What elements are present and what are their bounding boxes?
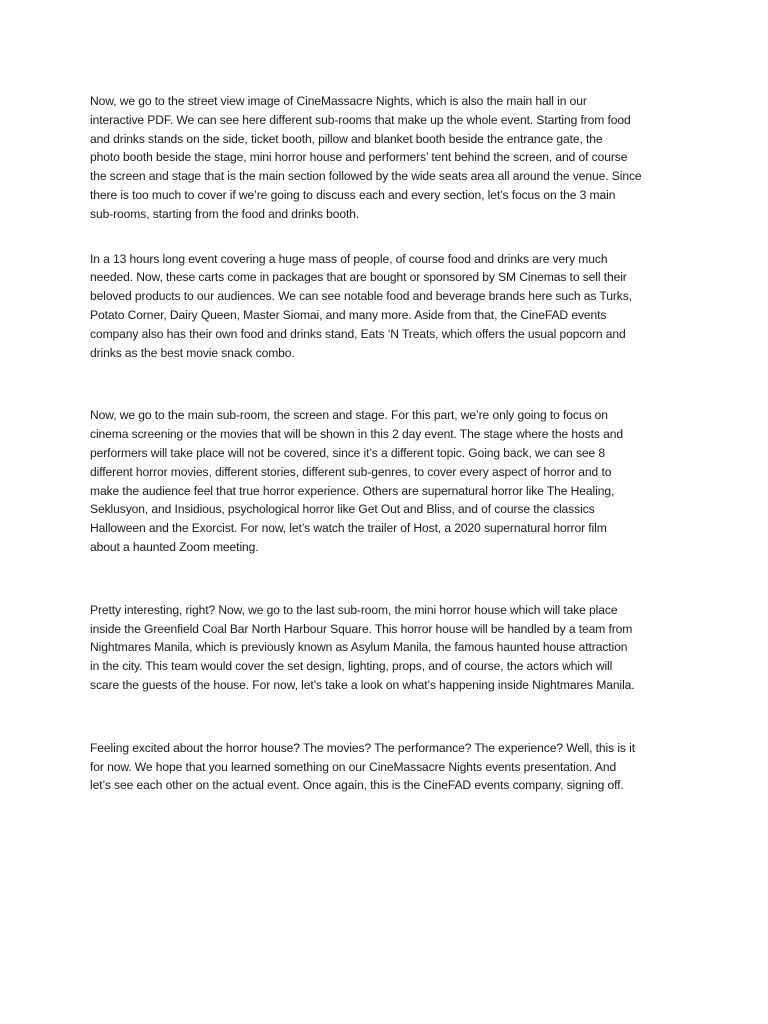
paragraph-screen-and-stage: Now, we go to the main sub-room, the screen and stage. For this part, we’re only going to focus on cinema screening or the movies that will be shown in this 2 day event. The stage where the hosts and performers will take place will not be covered, since it’s a different topic. Going back, we can see 8 different horror movies, different stories, different sub-genres, to cover every aspect of horror and to make the audience feel that true horror experience. Others are supernatural horror like The Healing, Seklusyon, and Insidious, psychological horror like Get Out and Bliss, and of course the classics Halloween and the Exorcist. For now, let’s watch the trailer of Host, a 2020 supernatural horror film about a haunted Zoom meeting. — [90, 408, 623, 554]
document-body — [90, 92, 690, 795]
paragraph-food-and-drinks: In a 13 hours long event covering a huge mass of people, of course food and drinks are very much needed. Now, these carts come in packages that are bought or sponsored by SM Cinemas to sell their beloved products to our audiences. We can see notable food and beverage brands here such as Turks, Potato Corner, Dairy Queen, Master Siomai, and many more. Aside from that, the CineFAD events company also has their own food and drinks stand, Eats ‘N Treats, which offers the usual popcorn and drinks as the best movie snack combo. — [90, 251, 632, 360]
paragraph-horror-house: Pretty interesting, right? Now, we go to the last sub-room, the mini horror house which will take place inside the Greenfield Coal Bar North Harbour Square. This horror house will be handled by a team from Nightmares Manila, which is previously known as Asylum Manila, the famous haunted house attraction in the city. This team would cover the set design, lighting, props, and of course, the actors which will scare the guests of the house. For now, let’s take a look on what’s happening inside Nightmares Manila. — [90, 602, 635, 692]
paragraph-closing: Feeling excited about the horror house? The movies? The performance? The experience? Well, this is it for now. We hope that you learned something on our CineMassacre Nights events presentation. And let’s see each other on the actual event. Once again, this is the CineFAD events company, signing off. — [90, 740, 635, 793]
paragraph-main-hall-intro: Now, we go to the street view image of CineMassacre Nights, which is also the main hall in our interactive PDF. We can see here different sub-rooms that make up the whole event. Starting from food and drinks stands on the side, ticket booth, pillow and blanket booth beside the entrance gate, the photo booth beside the stage, mini horror house and performers’ tent behind the screen, and of course the screen and stage that is the main section followed by the wide seats area all around the venue. Since there is too much to cover if we’re going to discuss each and every section, let’s focus on the 3 main sub-rooms, starting from the food and drinks booth. — [90, 94, 642, 221]
